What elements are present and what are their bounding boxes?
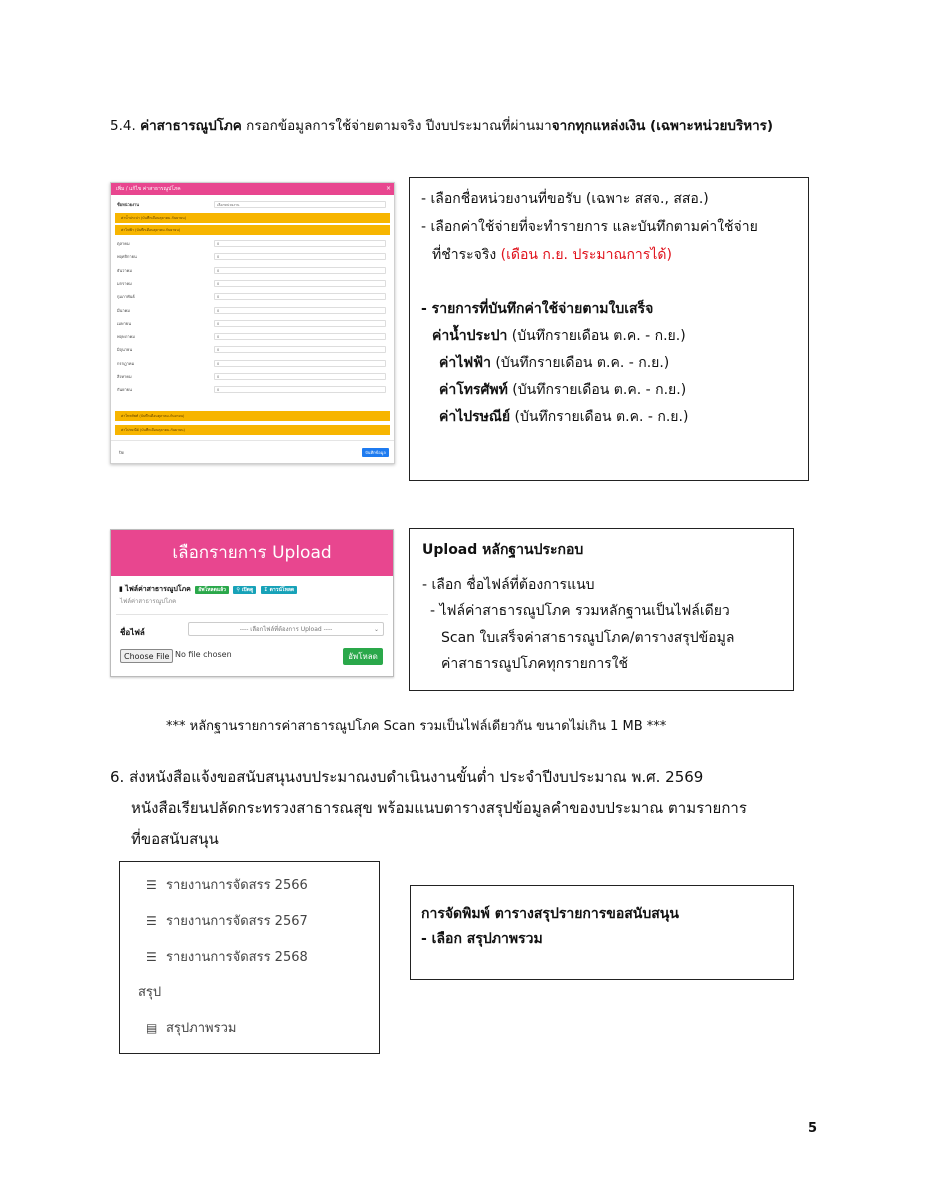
checklist-icon: ☰ [146,950,157,964]
box1-item [439,406,688,428]
menu-report-2568[interactable] [146,948,308,967]
checklist-icon: ☰ [146,878,157,892]
upload-button[interactable]: อัพโหลด [343,648,383,665]
file-subtitle: ไฟล์ค่าสาธารณูปโภค [120,598,177,605]
item-electric: ค่าไฟฟ้า [439,355,491,371]
section6-line1: 6. ส่งหนังสือแจ้งขอสนับสนุนงบประมาณงบดำเนินงานขั้นต่ำ ประจำปีงบประมาณ พ.ศ. 2569 [110,768,704,786]
utility-form-screenshot [110,182,395,464]
menu-summary-label: สรุปภาพรวม [166,1021,237,1036]
close-icon[interactable]: × [385,185,391,192]
month-label: เมษายน [117,320,131,326]
unit-select[interactable]: เลือกหน่วยงาน [214,201,386,208]
menu-section-summary: สรุป [138,985,162,1000]
month-label: ธันวาคม [117,267,132,273]
box1-line3 [432,244,672,266]
box2-title: Upload หลักฐานประกอบ [422,542,584,558]
box3-line1: การจัดพิมพ์ ตารางสรุปรายการขอสนับสนุน [421,906,679,922]
file-name-label: ชื่อไฟล์ [120,628,145,637]
heading-number: 5.4. [110,118,136,134]
month-label: พฤษภาคม [117,334,135,340]
item-phone-note: (บันทึกรายเดือน ต.ค. - ก.ย.) [507,382,687,398]
month-input[interactable]: 0 [214,267,386,274]
uploaded-badge: อัพโหลดแล้ว [195,586,229,594]
section6-line3: ที่ขอสนับสนุน [131,830,219,848]
box2-line1: - เลือก ชื่อไฟล์ที่ต้องการแนบ [422,577,595,593]
month-label: สิงหาคม [117,374,132,379]
month-input[interactable]: 0 [214,373,386,380]
month-input[interactable]: 0 [214,307,386,314]
item-postal-note: (บันทึกรายเดือน ต.ค. - ก.ย.) [510,409,689,425]
box1-item [439,379,686,401]
heading-bold-title: ค่าสาธารณูปโภค [140,118,242,134]
box1-line4: - รายการที่บันทึกค่าใช้จ่ายตามใบเสร็จ [421,301,654,317]
item-electric-note: (บันทึกรายเดือน ต.ค. - ก.ย.) [490,355,670,371]
form-title: เพิ่ม / แก้ไข ค่าสาธารณูปโภค [111,183,394,195]
instructions-box-3 [410,885,794,980]
unit-label: ชื่อหน่วยงาน [117,202,140,207]
file-icon: ▮ [119,585,123,593]
download-button[interactable] [261,586,298,594]
box2-line3: Scan ใบเสร็จค่าสาธารณูปโภค/ตารางสรุปข้อมูล [441,630,735,646]
menu-summary-overview[interactable] [146,1019,236,1038]
box1-item [439,352,669,374]
month-label: มกราคม [117,280,132,286]
month-label: กันยายน [117,387,132,393]
view-label: เปิดดู [241,587,254,593]
month-input[interactable]: 0 [214,333,386,340]
month-input[interactable]: 0 [214,240,386,247]
menu-report-2567-label: รายงานการจัดสรร 2567 [166,914,308,929]
box1-line1: - เลือกชื่อหน่วยงานที่ขอรับ (เฉพาะ สสจ., สสอ.) [421,191,709,207]
month-input[interactable]: 0 [214,320,386,327]
view-button[interactable] [233,586,256,594]
phone-bar[interactable]: ค่าโทรศัพท์ (บันทึกเดือนตุลาคม-กันยายน) [115,411,390,421]
file-row [119,584,297,594]
page-number: 5 [808,1121,818,1136]
month-label: พฤศจิกายน [117,254,137,260]
item-postal: ค่าไปรษณีย์ [439,409,511,425]
menu-report-2566-label: รายงานการจัดสรร 2566 [166,878,308,893]
file-title: ไฟล์ค่าสาธารณูปโภค [125,585,191,593]
section6-line2: หนังสือเรียนปลัดกระทรวงสาธารณสุข พร้อมแนบตารางสรุปข้อมูลคำของบประมาณ ตามรายการ [131,799,747,817]
upload-screenshot [110,529,394,677]
electric-bar[interactable]: ค่าไฟฟ้า (บันทึกเดือนตุลาคม-กันยายน) [115,225,390,235]
box1-item [432,325,686,347]
box1-line2: - เลือกค่าใช้จ่ายที่จะทำรายการ และบันทึกตามค่าใช้จ่าย [421,219,758,235]
heading-description: กรอกข้อมูลการใช้จ่ายตามจริง ปีงบประมาณที่ผ่านมา [246,118,552,134]
report-menu-screenshot [119,861,380,1054]
divider [116,614,388,615]
menu-report-2568-label: รายงานการจัดสรร 2568 [166,950,308,965]
month-input[interactable]: 0 [214,386,386,393]
item-phone: ค่าโทรศัพท์ [439,382,508,398]
choose-file-button[interactable]: Choose File [120,649,173,663]
box2-line2: - ไฟล์ค่าสาธารณูปโภค รวมหลักฐานเป็นไฟล์เดียว [430,603,730,619]
month-input[interactable]: 0 [214,360,386,367]
file-size-note: *** หลักฐานรายการค่าสาธารณูปโภค Scan รวมเป็นไฟล์เดียวกัน ขนาดไม่เกิน 1 MB *** [166,719,667,734]
file-select[interactable] [188,622,384,636]
download-label: ดาวน์โหลด [269,587,295,593]
chevron-down-icon: ⌄ [373,626,379,633]
month-label: กุมภาพันธ์ [117,294,135,300]
month-input[interactable]: 0 [214,293,386,300]
bar-chart-icon: ▤ [146,1021,158,1035]
form-footer-divider [111,440,394,441]
file-select-value: ---- เลือกไฟล์ที่ต้องการ Upload ---- [239,626,333,633]
month-label: กรกฎาคม [117,360,135,366]
item-water-note: (บันทึกรายเดือน ต.ค. - ก.ย.) [507,328,686,344]
postal-bar[interactable]: ค่าไปรษณีย์ (บันทึกเดือนตุลาคม-กันยายน) [115,425,390,435]
item-water: ค่าน้ำประปา [432,328,508,344]
instructions-box-1 [409,177,809,481]
cancel-button[interactable]: ปิด [119,450,125,455]
box1-line3-text: ที่ชำระจริง [432,247,497,263]
checklist-icon: ☰ [146,914,157,928]
water-bar[interactable]: ค่าน้ำประปา (บันทึกเดือนตุลาคม-กันยายน) [115,213,390,223]
no-file-text: No file chosen [175,650,232,659]
search-icon: ⚲ [236,587,241,593]
download-icon: ↧ [263,587,268,593]
month-label: มีนาคม [117,307,130,313]
instructions-box-2 [409,528,794,691]
box3-line2: - เลือก สรุปภาพรวม [421,931,543,947]
month-label: ตุลาคม [117,241,130,246]
month-input[interactable]: 0 [214,280,386,287]
month-input[interactable]: 0 [214,346,386,353]
upload-title: เลือกรายการ Upload [111,530,393,576]
section-heading [110,115,773,137]
box2-line4: ค่าสาธารณูปโภคทุกรายการใช้ [441,656,629,672]
box1-estimate-note: (เดือน ก.ย. ประมาณการได้) [500,247,672,263]
heading-bold-scope: จากทุกแหล่งเงิน (เฉพาะหน่วยบริหาร) [551,118,774,134]
save-button[interactable]: บันทึกข้อมูล [362,448,389,457]
month-label: มิถุนายน [117,347,133,353]
month-input[interactable]: 0 [214,253,386,260]
menu-report-2567[interactable] [146,912,308,931]
menu-report-2566[interactable] [146,876,308,895]
